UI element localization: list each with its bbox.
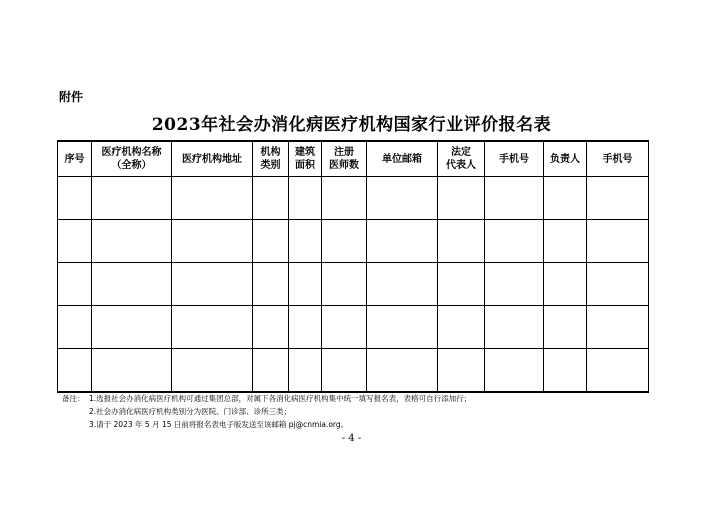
table-cell xyxy=(587,220,649,263)
note-text: 3.请于 2023 年 5 月 15 日前将报名表电子版发送至该邮箱 pj@cnmia.org。 xyxy=(89,420,349,429)
table-cell xyxy=(92,306,172,349)
table-cell xyxy=(172,263,253,306)
table-cell xyxy=(367,177,438,220)
table-row xyxy=(58,263,649,306)
note-text: 1.选报社会办消化病医疗机构可通过集团总部，对属下各消化病医疗机构集中统一填写报名表，表格可自行添加行； xyxy=(89,394,472,403)
table-cell xyxy=(322,349,367,393)
table-cell xyxy=(58,306,92,349)
table-cell xyxy=(253,349,289,393)
table-cell xyxy=(172,177,253,220)
table-cell xyxy=(367,220,438,263)
page-number: - 4 - xyxy=(341,433,362,444)
page-title: 2023年社会办消化病医疗机构国家行业评价报名表 xyxy=(151,115,552,135)
table-cell xyxy=(172,349,253,393)
table-cell xyxy=(438,177,485,220)
table-cell xyxy=(289,349,322,393)
table-cell xyxy=(289,263,322,306)
table-cell xyxy=(367,306,438,349)
table-cell xyxy=(322,306,367,349)
header-person-in-charge: 负责人 xyxy=(544,141,587,177)
table-cell xyxy=(438,349,485,393)
table-cell xyxy=(587,263,649,306)
header-serial: 序号 xyxy=(58,141,92,177)
table-cell xyxy=(289,306,322,349)
table-cell xyxy=(58,349,92,393)
table-cell xyxy=(58,177,92,220)
note-item xyxy=(62,392,471,405)
table-cell xyxy=(544,263,587,306)
registration-table xyxy=(57,140,649,393)
table-row xyxy=(58,177,649,220)
header-building-area: 建筑 面积 xyxy=(289,141,322,177)
table-cell xyxy=(438,220,485,263)
table-cell xyxy=(92,349,172,393)
table-cell xyxy=(322,263,367,306)
table-cell xyxy=(544,349,587,393)
table-cell xyxy=(485,220,544,263)
table-row xyxy=(58,306,649,349)
table-cell xyxy=(367,349,438,393)
table-cell xyxy=(289,177,322,220)
note-item xyxy=(62,418,471,431)
table-cell xyxy=(587,306,649,349)
table-cell xyxy=(367,263,438,306)
notes-label: 备注： xyxy=(62,394,85,403)
table-cell xyxy=(289,220,322,263)
table-cell xyxy=(587,349,649,393)
table-cell xyxy=(485,177,544,220)
header-legal-representative: 法定 代表人 xyxy=(438,141,485,177)
header-institution-address: 医疗机构地址 xyxy=(172,141,253,177)
table-cell xyxy=(92,263,172,306)
table-cell xyxy=(253,306,289,349)
header-unit-email: 单位邮箱 xyxy=(367,141,438,177)
header-registered-physicians: 注册 医师数 xyxy=(322,141,367,177)
table-cell xyxy=(172,306,253,349)
table-cell xyxy=(544,220,587,263)
table-cell xyxy=(253,177,289,220)
note-text: 2.社会办消化病医疗机构类别分为医院、门诊部、诊所三类； xyxy=(89,407,292,416)
header-institution-category: 机构 类别 xyxy=(253,141,289,177)
attachment-label: 附件 xyxy=(59,90,84,104)
table-cell xyxy=(253,220,289,263)
table-cell xyxy=(322,220,367,263)
table-cell xyxy=(438,263,485,306)
table-cell xyxy=(544,306,587,349)
table-cell xyxy=(544,177,587,220)
table-cell xyxy=(587,177,649,220)
table-cell xyxy=(92,220,172,263)
notes xyxy=(62,392,471,431)
table-cell xyxy=(485,263,544,306)
table-cell xyxy=(485,306,544,349)
header-mobile-1: 手机号 xyxy=(485,141,544,177)
table-header-row xyxy=(58,141,649,177)
table-row xyxy=(58,220,649,263)
table-cell xyxy=(92,177,172,220)
header-mobile-2: 手机号 xyxy=(587,141,649,177)
table-cell xyxy=(253,263,289,306)
table-cell xyxy=(58,220,92,263)
table-cell xyxy=(485,349,544,393)
table-cell xyxy=(438,306,485,349)
header-institution-name: 医疗机构名称 （全称） xyxy=(92,141,172,177)
table-row xyxy=(58,349,649,393)
note-item xyxy=(62,405,471,418)
table-cell xyxy=(58,263,92,306)
table-cell xyxy=(172,220,253,263)
table-cell xyxy=(322,177,367,220)
